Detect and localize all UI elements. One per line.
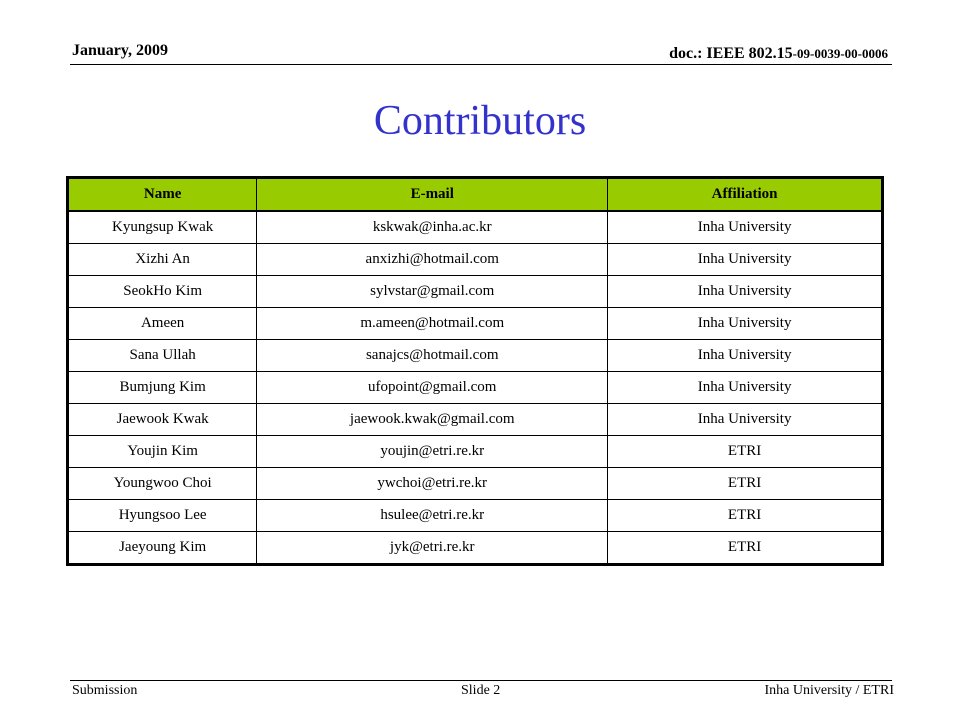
footer-slide-number: Slide 2	[461, 683, 501, 698]
table-row	[68, 372, 883, 404]
table-row	[68, 532, 883, 565]
table-row	[68, 244, 883, 276]
cell-name: Youjin Kim	[68, 436, 257, 468]
header-divider	[70, 64, 892, 65]
doc-id-main: doc.: IEEE 802.15	[669, 45, 793, 62]
cell-affiliation: ETRI	[608, 532, 883, 565]
cell-name: Kyungsup Kwak	[68, 211, 257, 244]
cell-affiliation: Inha University	[608, 404, 883, 436]
table-row	[68, 340, 883, 372]
table-row	[68, 211, 883, 244]
cell-email: ufopoint@gmail.com	[257, 372, 608, 404]
table-body	[68, 211, 883, 565]
cell-name: Ameen	[68, 308, 257, 340]
cell-affiliation: Inha University	[608, 244, 883, 276]
cell-name: Bumjung Kim	[68, 372, 257, 404]
cell-affiliation: Inha University	[608, 340, 883, 372]
table-row	[68, 436, 883, 468]
cell-email: hsulee@etri.re.kr	[257, 500, 608, 532]
footer-affiliation: Inha University / ETRI	[764, 683, 894, 698]
cell-affiliation: Inha University	[608, 308, 883, 340]
cell-affiliation: ETRI	[608, 468, 883, 500]
doc-id-suffix: -09-0039-00-0006	[792, 46, 888, 61]
cell-email: anxizhi@hotmail.com	[257, 244, 608, 276]
cell-email: jyk@etri.re.kr	[257, 532, 608, 565]
table-row	[68, 500, 883, 532]
table-row	[68, 308, 883, 340]
cell-affiliation: ETRI	[608, 436, 883, 468]
cell-email: ywchoi@etri.re.kr	[257, 468, 608, 500]
cell-email: youjin@etri.re.kr	[257, 436, 608, 468]
cell-name: Jaeyoung Kim	[68, 532, 257, 565]
table-header-row	[68, 178, 883, 212]
footer-submission: Submission	[72, 683, 138, 698]
cell-name: Hyungsoo Lee	[68, 500, 257, 532]
slide-title: Contributors	[373, 98, 587, 144]
footer-divider	[70, 680, 892, 681]
table-row	[68, 468, 883, 500]
cell-affiliation: ETRI	[608, 500, 883, 532]
table-row	[68, 276, 883, 308]
contributors-table	[66, 176, 884, 566]
cell-name: Youngwoo Choi	[68, 468, 257, 500]
header-date: January, 2009	[72, 42, 169, 59]
cell-name: SeokHo Kim	[68, 276, 257, 308]
cell-affiliation: Inha University	[608, 372, 883, 404]
cell-name: Jaewook Kwak	[68, 404, 257, 436]
cell-affiliation: Inha University	[608, 276, 883, 308]
cell-email: m.ameen@hotmail.com	[257, 308, 608, 340]
cell-name: Sana Ullah	[68, 340, 257, 372]
cell-affiliation: Inha University	[608, 211, 883, 244]
column-header-affiliation: Affiliation	[608, 178, 883, 212]
column-header-name: Name	[68, 178, 257, 212]
column-header-email: E-mail	[257, 178, 608, 212]
cell-email: sylvstar@gmail.com	[257, 276, 608, 308]
cell-email: sanajcs@hotmail.com	[257, 340, 608, 372]
cell-name: Xizhi An	[68, 244, 257, 276]
cell-email: jaewook.kwak@gmail.com	[257, 404, 608, 436]
header-doc-id	[669, 45, 888, 63]
cell-email: kskwak@inha.ac.kr	[257, 211, 608, 244]
table-row	[68, 404, 883, 436]
